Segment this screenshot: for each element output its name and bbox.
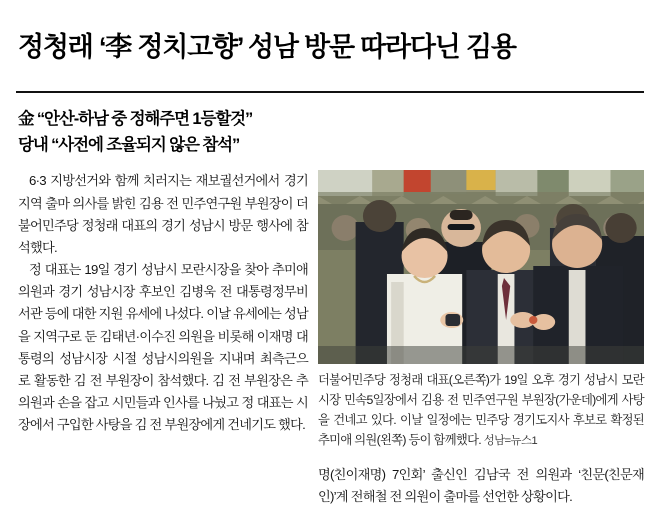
page-title: 정청래 ‘李 정치고향’ 성남 방문 따라다닌 김용 [18, 32, 516, 63]
photo-credit: 성남=뉴스1 [483, 435, 538, 448]
article-paragraph-2: 정 대표는 19일 경기 성남시 모란시장을 찾아 추미애 의원과 경기 성남시장 후보인 김병욱 전 대통령정무비서관 등에 대한 지원 유세에 나섰다. 이날 유세에는 성남을 지역구로 둔 김태년·이수진 의원을 비롯해 이재명 대통령의 성남시장 시절 성남시의원을 지내며 최측근으로 활동한 김 전 부원장이 참석했다. 김 전 부원장은 추 의원과 손을 잡고 시민들과 인사를 나눴고 정 대표는 시장에서 구입한 사탕을 김 전 부원장에게 건네기도 했다. [18, 262, 308, 433]
subhead-line-1: 金 “안산-하남 중 정해주면 1등할것” [18, 110, 253, 129]
photo-column [318, 170, 644, 508]
article-paragraph-3: 명(친이재명) 7인회’ 출신인 김남국 전 의원과 ‘친문(친문재인)’계 전해철 전 의원이 출마를 선언한 상황이다. [318, 466, 644, 505]
press-photo-illustration [318, 170, 644, 364]
photo-caption-text: 더불어민주당 정청래 대표(오른쪽)가 19일 오후 경기 성남시 모란시장 민속5일장에서 김용 전 민주연구원 부원장(가운데)에게 사탕을 건네고 있다. 이날 일정에는 민주당 경기도지사 후보로 확정된 추미애 의원(왼쪽) 등이 함께했다. [318, 373, 644, 448]
article-body-columns [0, 158, 658, 508]
photo-caption [318, 371, 644, 451]
press-photo [318, 170, 644, 364]
article-paragraph-1: 6·3 지방선거와 함께 치러지는 재보궐선거에서 경기 지역 출마 의사를 밝힌 김용 전 민주연구원 부원장이 더불어민주당 정청래 대표의 경기 성남시 방문 행사에 참석했다. [18, 173, 308, 255]
newspaper-article-page [0, 18, 658, 507]
article-text-column [18, 170, 318, 436]
subhead-group [0, 93, 300, 158]
subhead-line-2: 당내 “사전에 조율되지 않은 참석” [18, 135, 240, 154]
